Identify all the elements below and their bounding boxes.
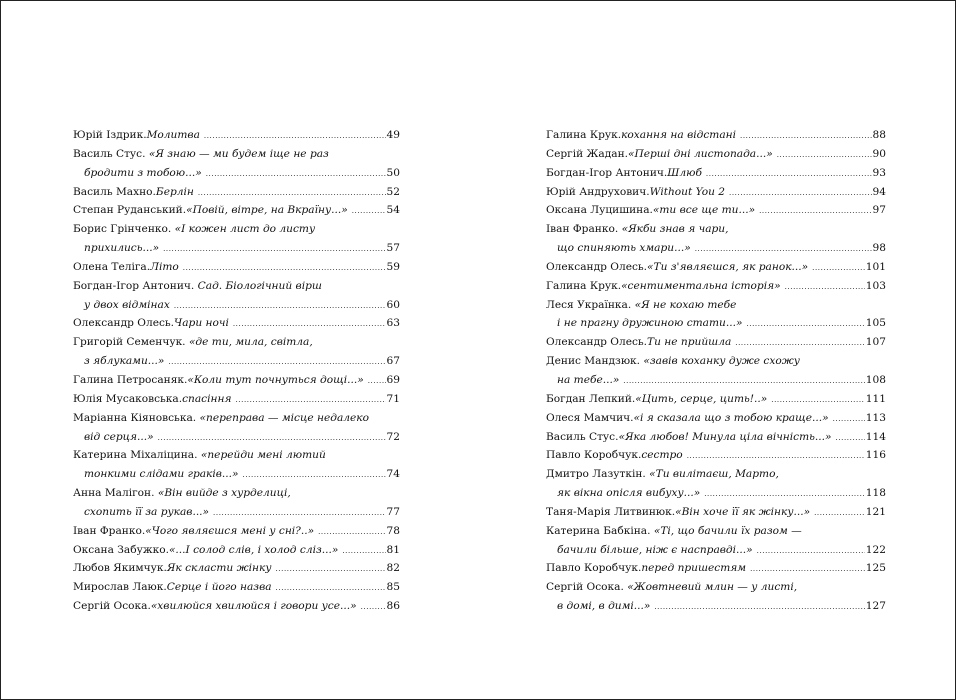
toc-page-number: 105 [865,317,886,330]
toc-title: Серце і його назва [166,581,272,594]
toc-title: «Ти вилітаєш, Марто, [649,468,779,481]
toc-left-column [73,126,400,616]
toc-page-number: 114 [865,430,886,443]
toc-title: прихились...» [84,242,160,255]
toc-entry-line [546,314,886,333]
toc-page-number: 74 [386,468,400,481]
dot-leader [174,297,386,315]
toc-title: Ти не прийшла [647,336,732,349]
dot-leader [361,598,386,616]
toc-page-number: 86 [386,600,400,613]
dot-leader [163,240,385,258]
toc-entry-line [73,296,400,315]
toc-title: в домі, в димі...» [557,600,651,613]
toc-entry [546,201,886,220]
toc-title: на тебе...» [557,373,620,386]
toc-title: «Повій, вітре, на Вкраїну...» [186,204,348,217]
dot-leader [704,485,865,503]
dot-leader [368,372,386,390]
toc-title: «перейди мені лютий [200,449,326,462]
toc-author: Богдан-Ігор Антонич. [546,166,668,179]
toc-entry-line [73,201,400,220]
toc-title: «Жовтневий млин — у листі, [627,581,798,594]
toc-author: Галина Петросаняк. [73,373,188,386]
toc-page-number: 125 [865,562,886,575]
toc-author: Денис Мандзюк. [546,355,641,368]
toc-entry-line [546,126,886,145]
toc-title: «Я не кохаю тебе [634,298,737,311]
toc-entry-line [546,277,886,296]
toc-entry-line [73,559,400,578]
toc-entry-line [546,352,886,371]
toc-author: Степан Руданський. [73,204,187,217]
toc-entry-line [73,239,400,258]
toc-title: тонкими слідами граків...» [84,468,239,481]
dot-leader [750,560,865,578]
toc-entry [546,164,886,183]
dot-leader [623,372,864,390]
toc-entry-line [546,145,886,164]
toc-page-number: 49 [386,129,400,141]
toc-author: Любов Якимчук. [73,562,167,575]
toc-page-number: 60 [386,298,400,311]
toc-page-number: 50 [386,166,400,179]
toc-title: «Якби знав я чари, [621,223,729,236]
toc-entry [73,201,400,220]
toc-title: бачили більше, ніж є насправді...» [557,543,753,556]
toc-entry-line [73,578,400,597]
toc-entry-line [546,258,886,277]
toc-title: кохання на відстані [621,129,737,141]
toc-author: Юрій Андрухович. [546,185,650,198]
toc-entry [546,522,886,560]
toc-title: і не прагну дружиною стати...» [557,317,743,330]
toc-author: Павло Коробчук. [546,562,642,575]
toc-title: «сентиментальна історія» [621,279,781,292]
toc-entry-line [73,409,400,428]
toc-title: з яблуками...» [84,355,165,368]
dot-leader [243,466,386,484]
toc-author: Леся Українка. [546,298,632,311]
toc-entry [546,578,886,616]
toc-page-number: 82 [386,562,400,575]
toc-entry [546,428,886,447]
toc-title: Шлюб [667,166,702,179]
toc-entry-line [546,239,886,258]
toc-author: Іван Франко. [546,223,619,236]
dot-leader [812,259,865,277]
toc-page-number: 67 [386,355,400,368]
toc-author: Олександр Олесь. [546,336,648,349]
toc-entry-line [546,503,886,522]
toc-entry [73,333,400,371]
dot-leader [695,240,872,258]
toc-entry-line [73,183,400,202]
toc-page-number: 52 [386,185,400,198]
toc-page-number: 108 [865,373,886,386]
toc-author: Катерина Міхаліцина. [73,449,198,462]
toc-entry [546,277,886,296]
toc-entry-line [546,333,886,352]
toc-entry-line [73,503,400,522]
toc-page-number: 78 [386,524,400,537]
dot-leader [233,315,386,333]
toc-entry-line [73,220,400,239]
toc-entry-line [73,371,400,390]
toc-entry-line [73,352,400,371]
toc-title: «завів коханку дуже схожу [643,355,800,368]
dot-leader [198,184,386,202]
toc-page-number: 90 [872,147,886,160]
toc-entry-line [546,220,886,239]
toc-page-number: 69 [386,373,400,386]
toc-entry [73,277,400,315]
toc-entry-line [546,578,886,597]
toc-author: Сергій Осока. [546,581,624,594]
dot-leader [740,127,872,145]
dot-leader [746,315,864,333]
toc-author: Юрій Іздрик. [73,129,147,141]
toc-page-number: 59 [386,260,400,273]
toc-title: Сад. Біологічний вірш [197,279,322,292]
toc-page-number: 63 [386,317,400,330]
toc-entry [73,484,400,522]
toc-title: від серця...» [84,430,154,443]
toc-page-number: 97 [872,204,886,217]
toc-title: як вікна опісля вибуху...» [557,487,701,500]
toc-entry-line [73,541,400,560]
toc-author: Василь Стус. [73,147,146,160]
toc-entry-line [546,201,886,220]
toc-title: схопить її за рукав...» [84,505,210,518]
toc-author: Богдан-Ігор Антонич. [73,279,195,292]
toc-entry [546,145,886,164]
toc-author: Богдан Лепкий. [546,392,636,405]
toc-author: Олександр Олесь. [73,317,175,330]
toc-title: «переправа — місце недалеко [199,411,370,424]
dot-leader [213,504,385,522]
toc-entry-line [546,541,886,560]
toc-entry-line [546,371,886,390]
toc-entry [546,559,886,578]
toc-entry [73,183,400,202]
toc-entry [73,559,400,578]
dot-leader [706,165,872,183]
toc-author: Григорій Семенчук. [73,336,186,349]
toc-author: Оксана Забужко. [73,543,169,556]
toc-title: «і я сказала що з тобою краще...» [633,411,829,424]
toc-entry [546,333,886,352]
toc-entry-line [73,126,400,145]
toc-title: «Яка любов! Минула ціла вічність...» [618,430,832,443]
toc-page-number: 127 [865,600,886,613]
toc-title: «Ті, що бачили їх разом — [653,524,802,537]
toc-entry [546,409,886,428]
toc-title: у двох відмінах [84,298,170,311]
toc-page-number: 85 [386,581,400,594]
toc-entry [73,522,400,541]
toc-entry-line [546,597,886,616]
toc-entry [73,258,400,277]
toc-entry [546,220,886,258]
toc-entry-line [73,333,400,352]
toc-author: Василь Махно. [73,185,156,198]
toc-entry-line [73,164,400,183]
toc-page-number: 116 [865,449,886,462]
toc-entry [73,390,400,409]
toc-entry-line [73,258,400,277]
toc-page-number: 81 [386,543,400,556]
toc-title: «Перші дні листопада...» [628,147,773,160]
dot-leader [235,391,385,409]
toc-entry [73,371,400,390]
dot-leader [735,334,865,352]
toc-author: Галина Крук. [546,129,622,141]
toc-author: Таня-Марія Литвинюк. [546,505,676,518]
dot-leader [759,202,871,220]
toc-page-number: 118 [865,487,886,500]
toc-page-number: 98 [872,242,886,255]
toc-author: Василь Стус. [546,430,619,443]
toc-page-number: 93 [872,166,886,179]
toc-entry-line [546,183,886,202]
toc-entry [546,446,886,465]
toc-title: «Чого являєшся мені у сні?..» [145,524,315,537]
toc-page-number: 71 [386,392,400,405]
toc-entry [546,126,886,145]
toc-title: «де ти, мила, світла, [188,336,313,349]
toc-title: «Коли тут почнуться дощі...» [187,373,364,386]
dot-leader [168,353,385,371]
dot-leader [204,127,386,145]
dot-leader [836,429,865,447]
toc-title: Молитва [146,129,200,141]
toc-page-number: 107 [865,336,886,349]
toc-entry [73,409,400,447]
toc-entry-line [73,277,400,296]
toc-title: перед пришестям [641,562,747,575]
toc-author: Сергій Осока. [73,600,151,613]
toc-entry [73,126,400,145]
toc-page-number: 113 [865,411,886,424]
dot-leader [757,542,865,560]
toc-right-column [546,126,886,616]
dot-leader [318,523,385,541]
toc-entry [73,314,400,333]
toc-title: Літо [150,260,179,273]
toc-title: Чари ночі [174,317,229,330]
toc-entry-line [73,597,400,616]
toc-entry-line [73,390,400,409]
dot-leader [833,410,865,428]
dot-leader [814,504,865,522]
toc-entry-line [546,559,886,578]
dot-leader [785,278,865,296]
toc-title: «хвилюйся хвилюйся і говори усе...» [150,600,357,613]
toc-title: спасіння [182,392,232,405]
toc-entry-line [73,446,400,465]
toc-entry [546,352,886,390]
toc-author: Анна Малігон. [73,487,155,500]
toc-page-number: 122 [865,543,886,556]
toc-entry-line [73,314,400,333]
toc-entry-line [546,484,886,503]
toc-author: Павло Коробчук. [546,449,642,462]
toc-author: Галина Крук. [546,279,622,292]
toc-entry [73,220,400,258]
toc-title: «Я знаю — ми будем іще не раз [148,147,329,160]
dot-leader [275,560,385,578]
toc-page-number: 94 [872,185,886,198]
toc-title: «Цить, серце, цить!..» [635,392,768,405]
toc-entry-line [73,428,400,447]
dot-leader [342,542,385,560]
toc-entry [73,597,400,616]
toc-page-number: 54 [386,204,400,217]
toc-author: Юлія Мусаковська. [73,392,183,405]
toc-page-number: 77 [386,505,400,518]
dot-leader [276,579,386,597]
toc-author: Іван Франко. [73,524,146,537]
toc-author: Борис Грінченко. [73,223,172,236]
toc-entry-line [73,145,400,164]
toc-entry [73,541,400,560]
toc-entry-line [73,484,400,503]
dot-leader [687,447,865,465]
toc-entry-line [546,446,886,465]
dot-leader [183,259,386,277]
toc-title: сестро [641,449,683,462]
toc-page-number: 57 [386,242,400,255]
toc-entry [546,183,886,202]
dot-leader [206,165,386,183]
dot-leader [352,202,386,220]
toc-page-number: 72 [386,430,400,443]
dot-leader [771,391,865,409]
toc-page-number: 88 [872,129,886,141]
toc-entry-line [546,409,886,428]
toc-entry [546,296,886,334]
toc-entry-line [73,465,400,484]
toc-title: Without You 2 [649,185,726,198]
toc-entry-line [73,522,400,541]
toc-entry-line [546,164,886,183]
toc-author: Олеся Мамчич. [546,411,634,424]
toc-author: Маріанна Кіяновська. [73,411,197,424]
toc-author: Катерина Бабкіна. [546,524,651,537]
toc-title: «Ти з'являєшся, як ранок...» [647,260,809,273]
dot-leader [158,429,386,447]
toc-title: «ти все ще ти...» [652,204,756,217]
toc-entry [546,258,886,277]
toc-author: Мирослав Лаюк. [73,581,167,594]
toc-entry [73,446,400,484]
toc-author: Олена Теліга. [73,260,151,273]
toc-title: Як скласти жінку [166,562,272,575]
toc-entry [546,390,886,409]
toc-author: Дмитро Лазуткін. [546,468,646,481]
dot-leader [729,184,872,202]
toc-page-number: 103 [865,279,886,292]
dot-leader [777,146,872,164]
toc-author: Сергій Жадан. [546,147,629,160]
toc-title: бродити з тобою...» [84,166,202,179]
toc-entry-line [546,390,886,409]
toc-page-number: 101 [865,260,886,273]
toc-entry-line [546,465,886,484]
toc-author: Оксана Луцишина. [546,204,653,217]
toc-entry-line [546,296,886,315]
toc-page-number: 111 [865,392,886,405]
toc-title: «І кожен лист до листу [174,223,316,236]
toc-title: «...І солод слів, і холод сліз...» [168,543,339,556]
toc-page-number: 121 [865,505,886,518]
toc-entry [546,465,886,503]
toc-entry [546,503,886,522]
toc-title: «Він вийде з хурделиці, [157,487,291,500]
toc-title: що спиняють хмари...» [557,242,691,255]
toc-entry-line [546,428,886,447]
toc-entry [73,145,400,183]
toc-title: Берлін [155,185,194,198]
dot-leader [654,598,864,616]
toc-entry [73,578,400,597]
toc-entry-line [546,522,886,541]
toc-title: «Він хоче її як жінку...» [675,505,811,518]
toc-author: Олександр Олесь. [546,260,648,273]
